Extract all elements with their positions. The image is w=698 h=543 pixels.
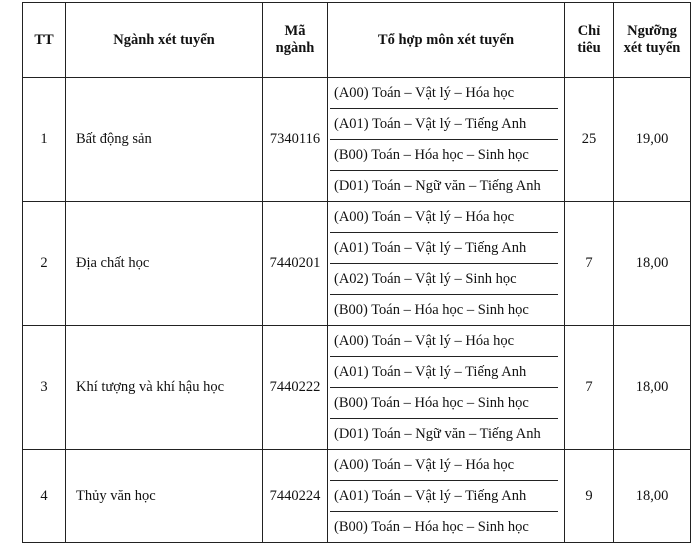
major-name: Khí tượng và khí hậu học [66, 326, 263, 450]
combo-item: (B00) Toán – Hóa học – Sinh học [334, 302, 529, 318]
table-body [23, 78, 691, 543]
combo-item: (A00) Toán – Vật lý – Hóa học [330, 450, 558, 481]
quota: 9 [565, 450, 614, 543]
combo-item: (A02) Toán – Vật lý – Sinh học [330, 264, 558, 295]
combo-item: (D01) Toán – Ngữ văn – Tiếng Anh [334, 426, 541, 442]
header-score-line2: xét tuyển [623, 40, 681, 56]
header-row [23, 3, 691, 78]
combo-item: (D01) Toán – Ngữ văn – Tiếng Anh [334, 178, 541, 194]
header-major-code [263, 3, 328, 78]
threshold-score: 19,00 [614, 78, 691, 202]
major-name: Địa chất học [66, 202, 263, 326]
header-quota-line1: Chỉ [577, 23, 601, 40]
combo-item: (A01) Toán – Vật lý – Tiếng Anh [330, 357, 558, 388]
header-major-name: Ngành xét tuyển [66, 3, 263, 78]
header-score-line1: Ngưỡng [627, 23, 677, 40]
major-code: 7440222 [263, 326, 328, 450]
combo-list [328, 450, 564, 542]
row-number: 2 [23, 202, 66, 326]
combo-item: (B00) Toán – Hóa học – Sinh học [334, 519, 529, 535]
header-tt: TT [23, 3, 66, 78]
combo-item: (A01) Toán – Vật lý – Tiếng Anh [330, 109, 558, 140]
table-row [23, 326, 691, 450]
quota: 25 [565, 78, 614, 202]
combo-item: (A01) Toán – Vật lý – Tiếng Anh [330, 481, 558, 512]
major-code: 7440224 [263, 450, 328, 543]
combo-item: (B00) Toán – Hóa học – Sinh học [330, 388, 558, 419]
table-row [23, 450, 691, 543]
table-row [23, 78, 691, 202]
subject-combos [328, 78, 565, 202]
threshold-score: 18,00 [614, 326, 691, 450]
combo-item: (A01) Toán – Vật lý – Tiếng Anh [330, 233, 558, 264]
subject-combos [328, 202, 565, 326]
header-code-line1: Mã [284, 23, 306, 40]
combo-list [328, 78, 564, 201]
subject-combos [328, 450, 565, 543]
admission-table [22, 2, 691, 543]
threshold-score: 18,00 [614, 450, 691, 543]
subject-combos [328, 326, 565, 450]
header-threshold [614, 3, 691, 78]
header-code-line2: ngành [275, 40, 315, 56]
major-name: Thủy văn học [66, 450, 263, 543]
major-name: Bất động sản [66, 78, 263, 202]
combo-item: (B00) Toán – Hóa học – Sinh học [330, 140, 558, 171]
header-quota-line2: tiêu [577, 40, 601, 56]
major-code: 7340116 [263, 78, 328, 202]
combo-item: (A00) Toán – Vật lý – Hóa học [330, 326, 558, 357]
row-number: 3 [23, 326, 66, 450]
combo-item: (A00) Toán – Vật lý – Hóa học [330, 78, 558, 109]
combo-item: (A00) Toán – Vật lý – Hóa học [330, 202, 558, 233]
table-row [23, 202, 691, 326]
combo-list [328, 326, 564, 449]
header-quota [565, 3, 614, 78]
threshold-score: 18,00 [614, 202, 691, 326]
quota: 7 [565, 326, 614, 450]
row-number: 4 [23, 450, 66, 543]
combo-list [328, 202, 564, 325]
major-code: 7440201 [263, 202, 328, 326]
row-number: 1 [23, 78, 66, 202]
header-subject-combos: Tổ hợp môn xét tuyển [328, 3, 565, 78]
quota: 7 [565, 202, 614, 326]
